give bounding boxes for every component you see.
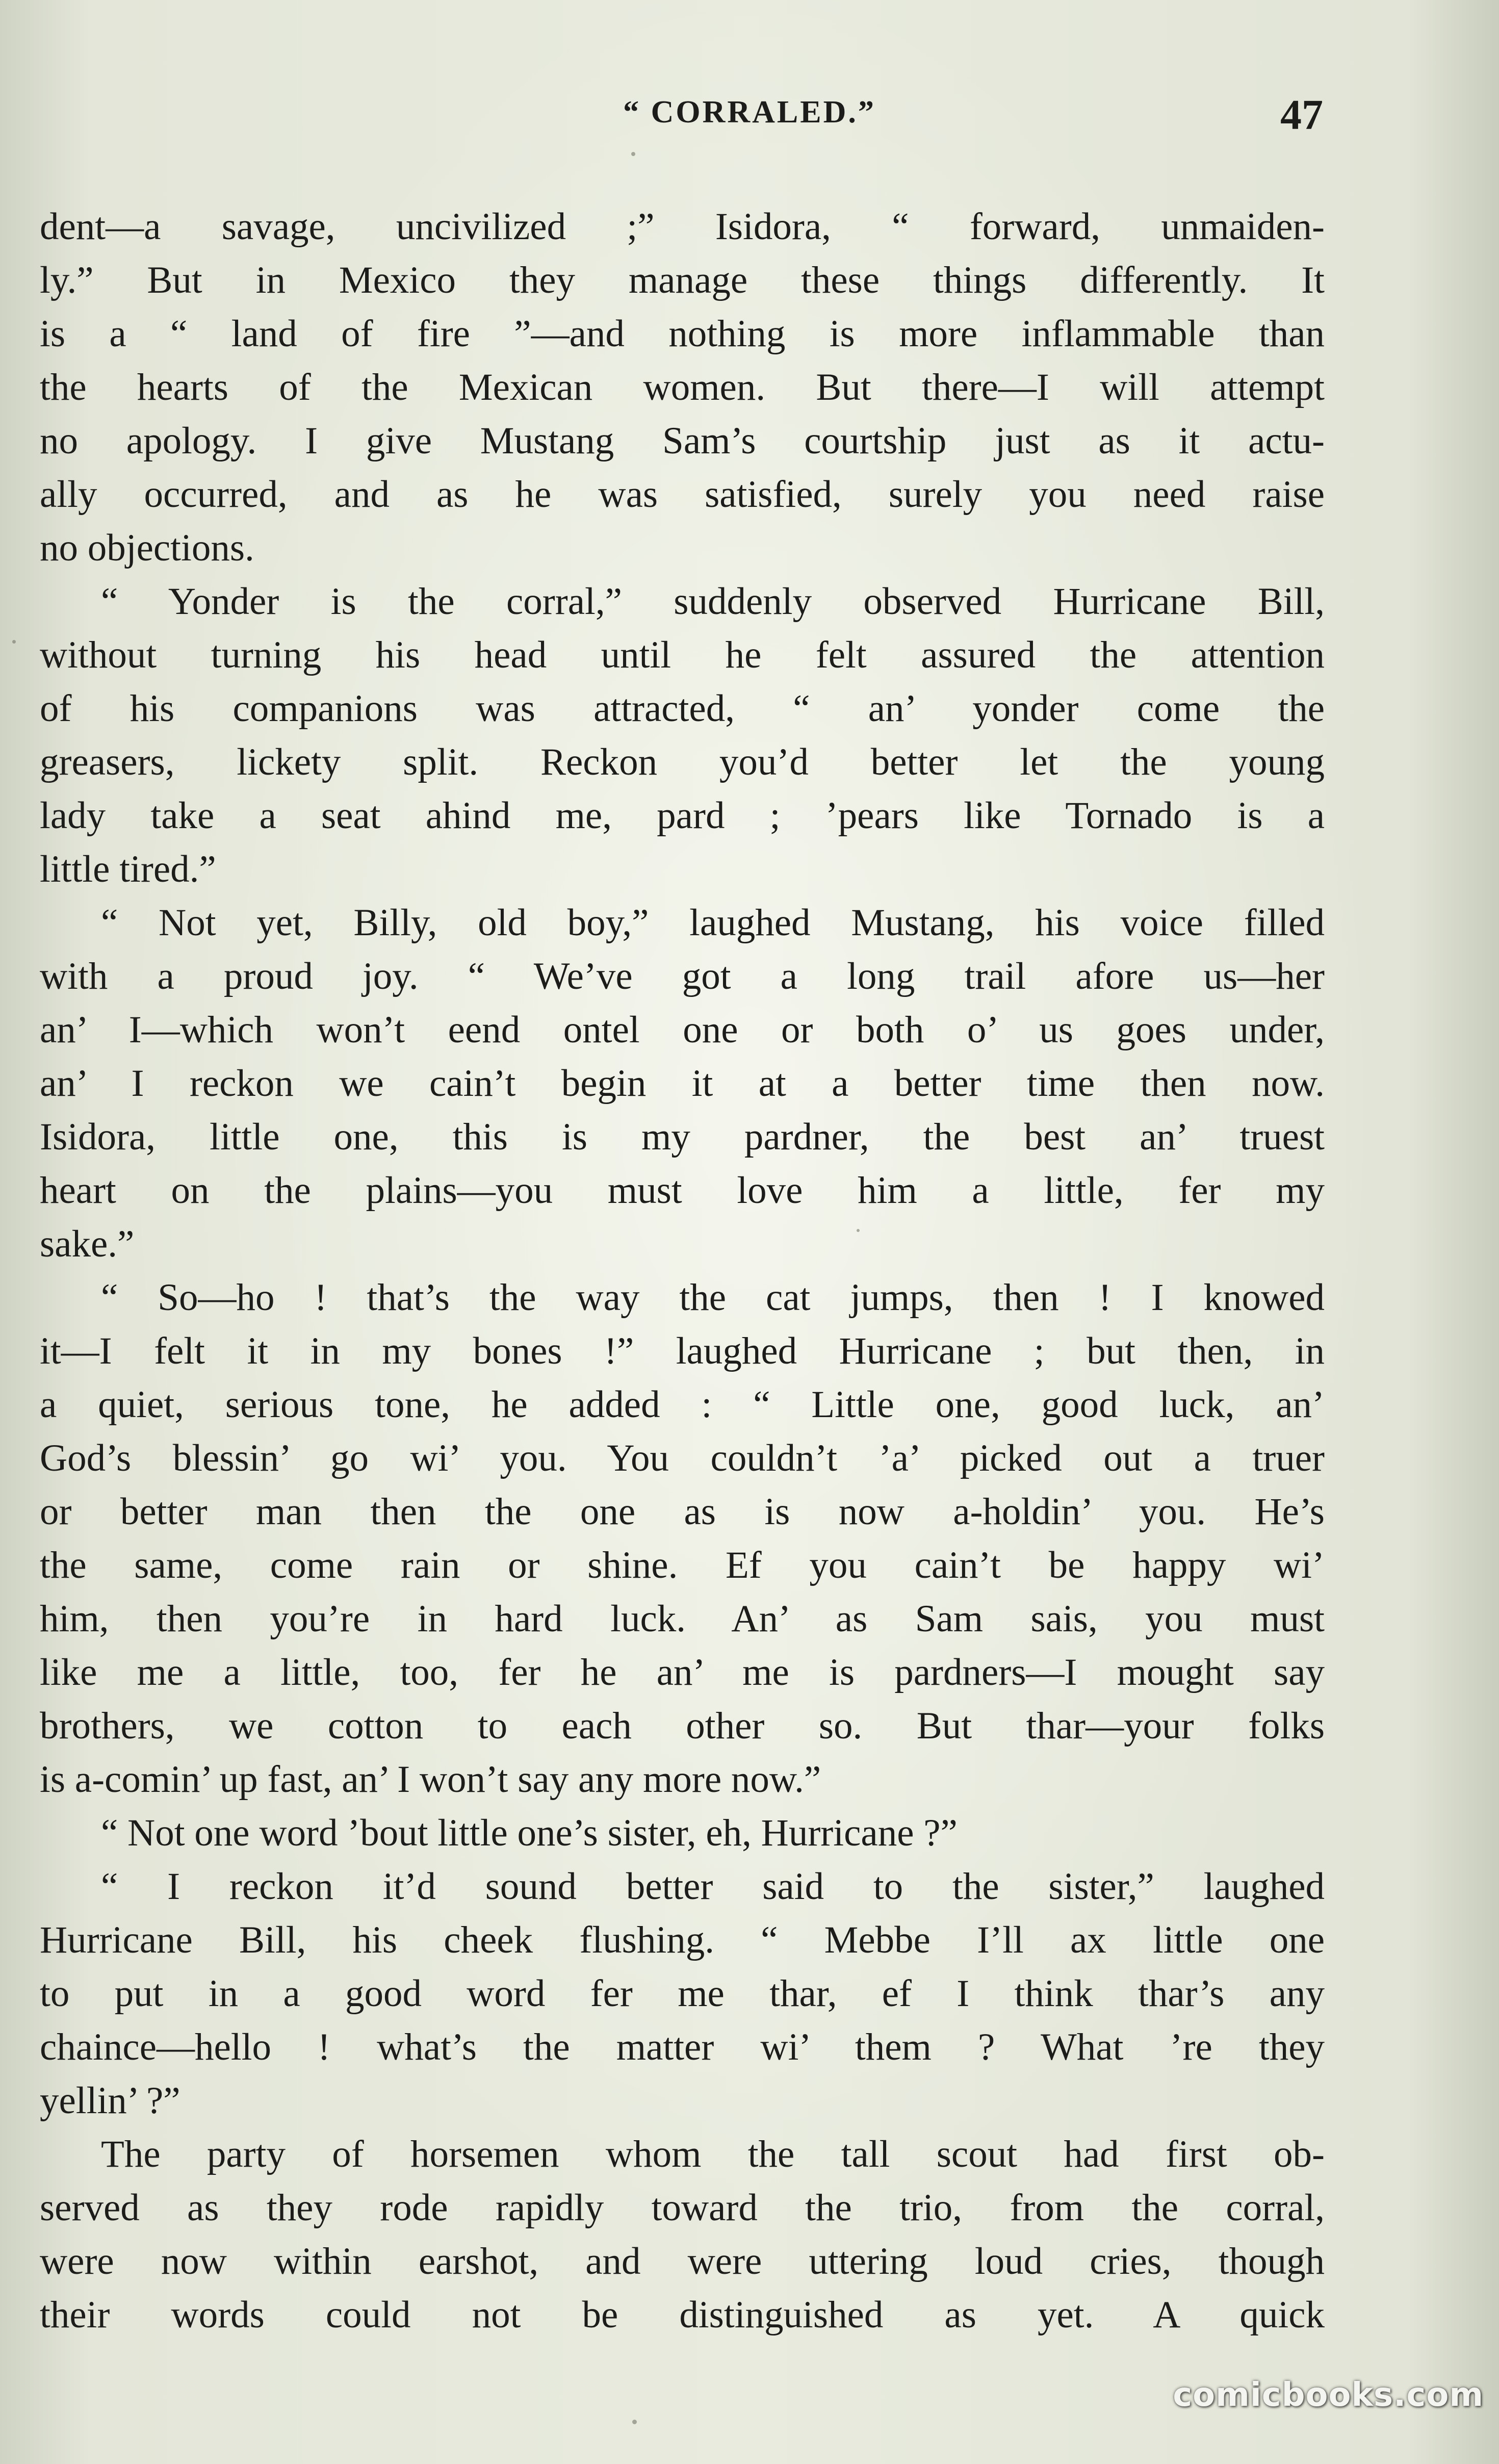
chapter-running-title: “ CORRALED.”: [623, 95, 876, 130]
text-line: “ I reckon it’d sound better said to the sister,” laughed: [101, 1865, 1325, 1908]
text-line: with a proud joy. “ We’ve got a long trail afore us—her: [40, 955, 1325, 997]
running-head: [0, 91, 1499, 145]
text-line: an’ I—which won’t eend ontel one or both o’ us goes under,: [40, 1009, 1325, 1051]
text-line: The party of horsemen whom the tall scout had first ob-: [101, 2133, 1325, 2175]
text-line: served as they rode rapidly toward the trio, from the corral,: [40, 2187, 1325, 2229]
text-line: him, then you’re in hard luck. An’ as Sam sais, you must: [40, 1598, 1325, 1640]
text-line: is a “ land of fire ”—and nothing is more inflammable than: [40, 313, 1325, 355]
text-line: the same, come rain or shine. Ef you cain’t be happy wi’: [40, 1544, 1325, 1586]
text-line: is a-comin’ up fast, an’ I won’t say any more now.”: [40, 1758, 821, 1801]
text-line: an’ I reckon we cain’t begin it at a better time then now.: [40, 1062, 1325, 1105]
text-line: chaince—hello ! what’s the matter wi’ them ? What ’re they: [40, 2026, 1325, 2068]
text-line: of his companions was attracted, “ an’ yonder come the: [40, 687, 1325, 730]
text-line: Hurricane Bill, his cheek flushing. “ Mebbe I’ll ax little one: [40, 1919, 1325, 1961]
text-line: without turning his head until he felt assured the attention: [40, 634, 1325, 676]
text-line: lady take a seat ahind me, pard ; ’pears like Tornado is a: [40, 794, 1325, 837]
text-line: “ So—ho ! that’s the way the cat jumps, then ! I knowed: [101, 1276, 1325, 1319]
text-line: to put in a good word fer me thar, ef I think thar’s any: [40, 1972, 1325, 2015]
body-text: [40, 200, 1325, 2342]
text-line: the hearts of the Mexican women. But there—I will attempt: [40, 366, 1325, 408]
paper-speck: [857, 1229, 860, 1232]
paper-speck: [632, 2420, 637, 2424]
text-line: like me a little, too, fer he an’ me is pardners—I mought say: [40, 1651, 1325, 1693]
text-line: it—I felt it in my bones !” laughed Hurricane ; but then, in: [40, 1330, 1325, 1372]
text-line: ally occurred, and as he was satisfied, surely you need raise: [40, 473, 1325, 516]
site-watermark: comicbooks.com: [1173, 2376, 1484, 2414]
page-number: 47: [1280, 91, 1323, 139]
text-line: yellin’ ?”: [40, 2080, 180, 2122]
text-line: their words could not be distinguished as yet. A quick: [40, 2294, 1325, 2336]
text-line: “ Not yet, Billy, old boy,” laughed Mustang, his voice filled: [101, 902, 1325, 944]
text-line: were now within earshot, and were uttering loud cries, though: [40, 2240, 1325, 2282]
text-line: little tired.”: [40, 848, 216, 890]
paper-speck: [631, 152, 635, 156]
text-line: God’s blessin’ go wi’ you. You couldn’t ’a’ picked out a truer: [40, 1437, 1325, 1479]
text-line: no apology. I give Mustang Sam’s courtship just as it actu-: [40, 420, 1325, 462]
text-line: no objections.: [40, 527, 254, 569]
text-line: greasers, lickety split. Reckon you’d better let the young: [40, 741, 1325, 783]
text-line: Isidora, little one, this is my pardner, the best an’ truest: [40, 1116, 1325, 1158]
text-line: heart on the plains—you must love him a little, fer my: [40, 1169, 1325, 1212]
text-line: or better man then the one as is now a-holdin’ you. He’s: [40, 1491, 1325, 1533]
text-line: “ Not one word ’bout little one’s sister, eh, Hurricane ?”: [101, 1812, 958, 1854]
paper-speck: [12, 640, 16, 644]
text-line: sake.”: [40, 1223, 135, 1265]
text-line: dent—a savage, uncivilized ;” Isidora, “ forward, unmaiden-: [40, 206, 1325, 248]
text-line: brothers, we cotton to each other so. But thar—your folks: [40, 1705, 1325, 1747]
text-line: a quiet, serious tone, he added : “ Little one, good luck, an’: [40, 1383, 1325, 1426]
text-line: ly.” But in Mexico they manage these things differently. It: [40, 259, 1325, 301]
text-line: “ Yonder is the corral,” suddenly observed Hurricane Bill,: [101, 580, 1325, 623]
